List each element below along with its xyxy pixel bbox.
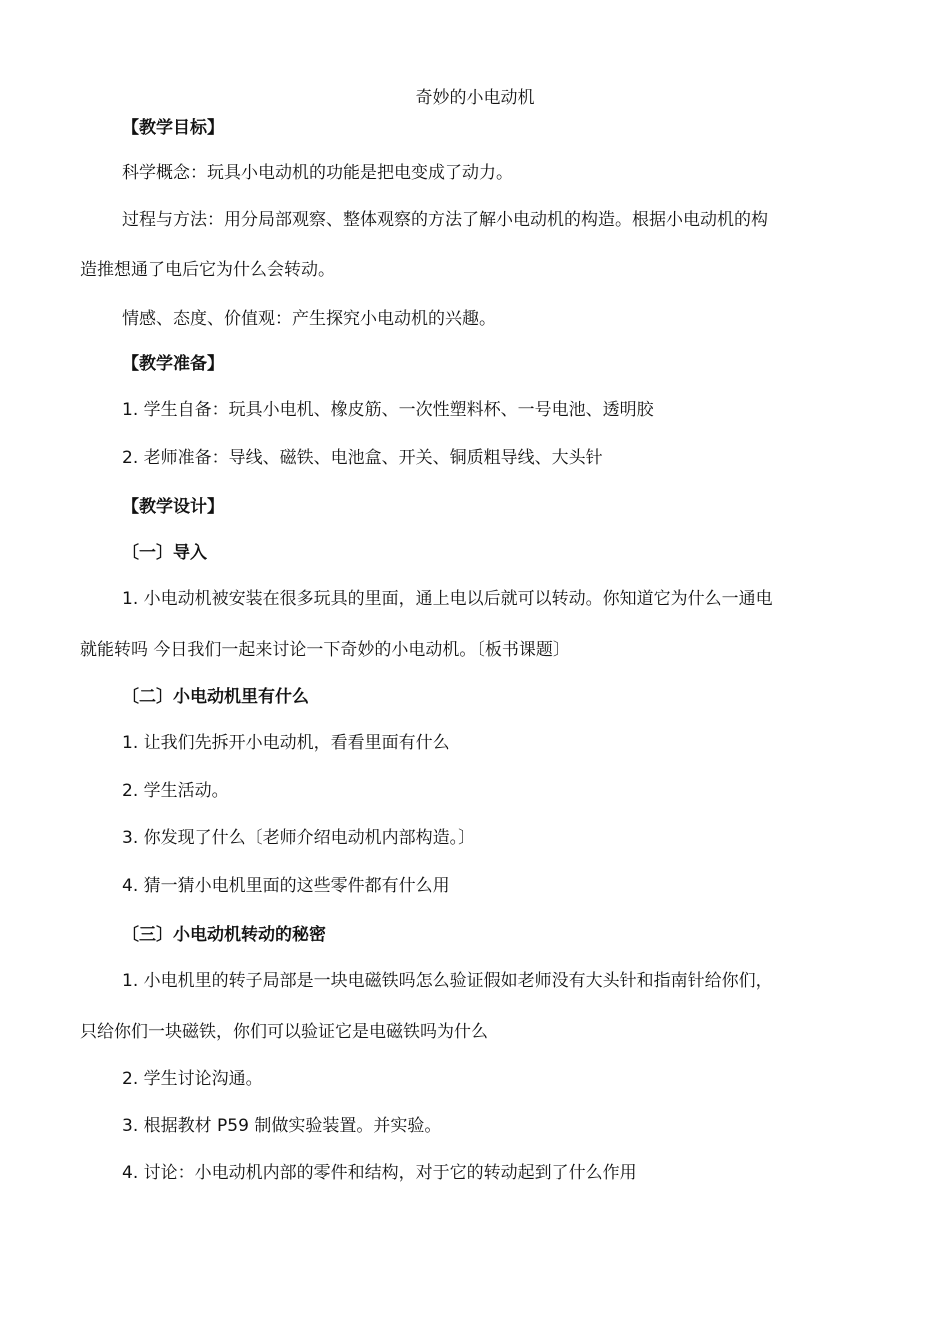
- paragraph-process-method: 过程与方法：用分局部观察、整体观察的方法了解小电动机的构造。根据小电动机的构: [122, 210, 768, 230]
- section-heading-preparation: 【教学准备】: [122, 354, 224, 374]
- paragraph-emotion-attitude: 情感、态度、价值观：产生探究小电动机的兴趣。: [122, 309, 496, 329]
- list-item-secret-3: 3. 根据教材 P59 制做实验装置。并实验。: [122, 1116, 442, 1136]
- list-item-secret-2: 2. 学生讨论沟通。: [122, 1069, 263, 1089]
- subsection-heading-secret: 〔三〕小电动机转动的秘密: [122, 925, 326, 945]
- list-item-secret-1-continued: 只给你们一块磁铁，你们可以验证它是电磁铁吗为什么: [80, 1022, 488, 1042]
- document-title: 奇妙的小电动机: [415, 88, 535, 108]
- list-item-inside-3: 3. 你发现了什么〔老师介绍电动机内部构造。〕: [122, 828, 476, 848]
- section-heading-design: 【教学设计】: [122, 497, 224, 517]
- list-item-inside-1: 1. 让我们先拆开小电动机，看看里面有什么: [122, 733, 450, 753]
- list-item-secret-1: 1. 小电机里的转子局部是一块电磁铁吗怎么验证假如老师没有大头针和指南针给你们，: [122, 971, 773, 991]
- list-item-inside-4: 4. 猜一猜小电机里面的这些零件都有什么用: [122, 876, 450, 896]
- list-item-teacher-materials: 2. 老师准备：导线、磁铁、电池盒、开关、铜质粗导线、大头针: [122, 448, 603, 468]
- subsection-heading-intro: 〔一〕导入: [122, 543, 207, 563]
- paragraph-process-method-continued: 造推想通了电后它为什么会转动。: [80, 260, 335, 280]
- list-item-intro-1-continued: 就能转吗 今日我们一起来讨论一下奇妙的小电动机。〔板书课题〕: [80, 640, 570, 660]
- subsection-heading-inside: 〔二〕小电动机里有什么: [122, 687, 309, 707]
- paragraph-science-concept: 科学概念：玩具小电动机的功能是把电变成了动力。: [122, 163, 513, 183]
- list-item-inside-2: 2. 学生活动。: [122, 781, 229, 801]
- list-item-student-materials: 1. 学生自备：玩具小电机、橡皮筋、一次性塑料杯、一号电池、透明胶: [122, 400, 654, 420]
- section-heading-objectives: 【教学目标】: [122, 118, 224, 138]
- list-item-intro-1: 1. 小电动机被安装在很多玩具的里面，通上电以后就可以转动。你知道它为什么一通电: [122, 589, 773, 609]
- list-item-secret-4: 4. 讨论：小电动机内部的零件和结构，对于它的转动起到了什么作用: [122, 1163, 637, 1183]
